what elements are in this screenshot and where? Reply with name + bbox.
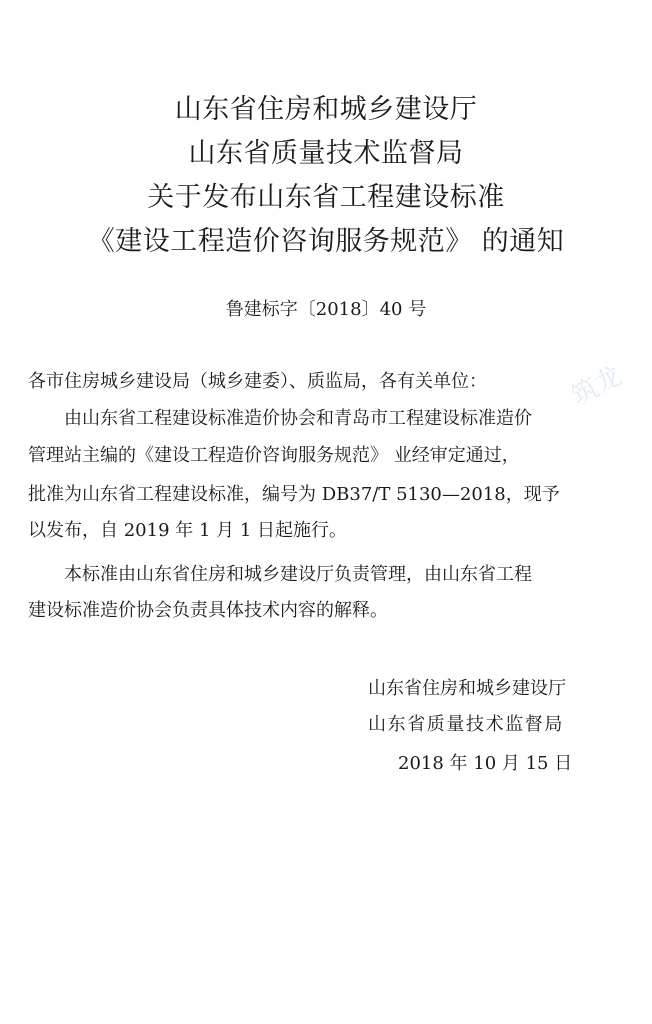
title-line-subject-1: 关于发布山东省工程建设标准	[147, 182, 505, 213]
body-paragraph-1-line-3: 批准为山东省工程建设标准，编号为 DB37/T 5130—2018，现予	[28, 484, 560, 505]
title-line-issuer-1: 山东省住房和城乡建设厅	[174, 94, 478, 125]
title-line-issuer-2: 山东省质量技术监督局	[188, 138, 464, 169]
body-paragraph-1-line-2: 管理站主编的《建设工程造价咨询服务规范》 业经审定通过，	[28, 445, 520, 466]
signature-issuer-2: 山东省质量技术监督局	[368, 714, 564, 735]
watermark: 筑龙	[566, 360, 627, 412]
document-number: 鲁建标字〔2018〕40 号	[225, 299, 427, 320]
notice-title	[0, 88, 652, 264]
signature-issuer-1: 山东省住房和城乡建设厅	[368, 678, 566, 699]
body-paragraph-2-line-1: 本标准由山东省住房和城乡建设厅负责管理，由山东省工程	[64, 564, 532, 585]
signature-date: 2018 年 10 月 15 日	[398, 753, 573, 774]
body-paragraph-1-line-4: 以发布，自 2019 年 1 月 1 日起施行。	[28, 520, 348, 541]
title-line-subject-2: 《建设工程造价咨询服务规范》 的通知	[87, 226, 565, 257]
body-paragraph-1-line-1: 由山东省工程建设标准造价协会和青岛市工程建设标准造价	[64, 408, 532, 429]
body-paragraph-2-line-2: 建设标准造价协会负责具体技术内容的解释。	[28, 600, 388, 621]
body-addressee: 各市住房城乡建设局（城乡建委）、质监局，各有关单位：	[28, 371, 487, 392]
